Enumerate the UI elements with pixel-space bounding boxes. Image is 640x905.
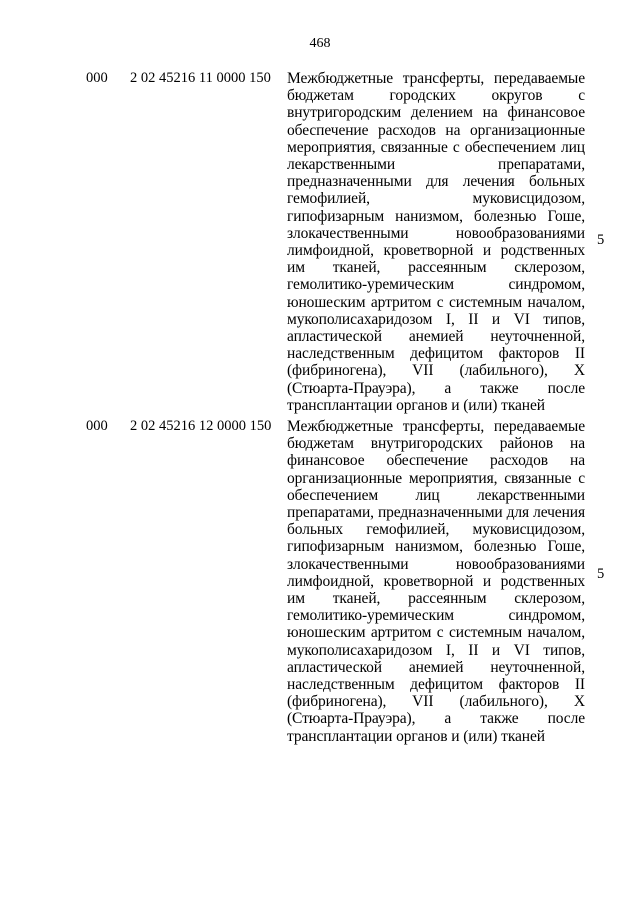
row-amount: 5 [597, 566, 605, 582]
table-row [0, 70, 640, 415]
admin-code: 000 [86, 70, 108, 86]
page-number: 468 [309, 36, 331, 51]
admin-code: 000 [86, 418, 108, 434]
table-row [0, 418, 640, 743]
row-description: Межбюджетные трансферты, передаваемые бюджетам внутригородских районов на финансовое обеспечение расходов на организационные мероприятия, связанные с обеспечением лиц лекарственными препаратами, предназначенными для лечения больных гемофилией, муковисцидозом, гипофизарным нанизмом, болезнью Гоше, злокачественными новообразованиями лимфоидной, кроветворной и родственных им тканей, рассеянным склерозом, гемолитико-уремическим синдромом, юношеским артритом с системным началом, мукополисахаридозом I, II и VI типов, апластической анемией неуточненной, наследственным дефицитом факторов II (фибриногена), VII (лабильного), X (Стюарта-Прауэра), а также после трансплантации органов и (или) тканей [287, 418, 585, 745]
budget-classification-code: 2 02 45216 11 0000 150 [130, 70, 271, 86]
row-description: Межбюджетные трансферты, передаваемые бюджетам городских округов с внутригородским делением на финансовое обеспечение расходов на организационные мероприятия, связанные с обеспечением лиц лекарственными препаратами, предназначенными для лечения больных гемофилией, муковисцидозом, гипофизарным нанизмом, болезнью Гоше, злокачественными новообразованиями лимфоидной, кроветворной и родственных им тканей, рассеянным склерозом, гемолитико-уремическим синдромом, юношеским артритом с системным началом, мукополисахаридозом I, II и VI типов, апластической анемией неуточненной, наследственным дефицитом факторов II (фибриногена), VII (лабильного), X (Стюарта-Прауэра), а также после трансплантации органов и (или) тканей [287, 70, 585, 414]
row-amount: 5 [597, 232, 605, 248]
budget-classification-code: 2 02 45216 12 0000 150 [130, 418, 272, 434]
